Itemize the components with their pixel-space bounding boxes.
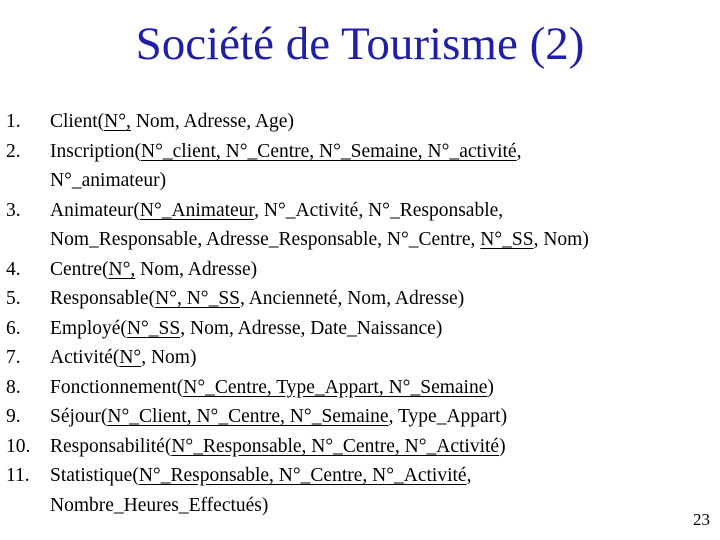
list-item-line [50, 314, 706, 344]
key-attributes: N°, [108, 258, 136, 280]
list-item [6, 137, 706, 196]
key-attributes: N°_Responsable, N°_Centre, N°_Activité [171, 435, 500, 457]
list-item [6, 196, 706, 255]
key-attributes: N°, [104, 111, 131, 132]
list-item-line [50, 491, 706, 521]
key-attributes: N°_Animateur [139, 199, 255, 221]
attribute-text: Nom_Responsable, Adresse_Responsable, N°_Centre, [50, 229, 481, 250]
attribute-text: , Nom) [141, 347, 197, 368]
attribute-text: , [516, 140, 522, 162]
slide-title: Société de Tourisme (2) [135, 18, 585, 70]
list-item-text [50, 314, 706, 344]
list-item-number: 11. [6, 465, 30, 486]
attribute-text: , Nom, Adresse, Date_Naissance) [180, 317, 443, 339]
attribute-text: Responsabilité( [50, 435, 172, 457]
attribute-text: ) [499, 435, 506, 457]
list-item-number: 8. [6, 376, 21, 398]
list-item [6, 284, 706, 314]
list-item [6, 343, 706, 373]
list-item-text [50, 196, 706, 255]
list-item-text [50, 461, 706, 520]
attribute-text: Employé( [50, 317, 127, 339]
attribute-text: Nombre_Heures_Effectués) [50, 494, 269, 516]
list-item-line [50, 137, 706, 167]
list-item-number: 7. [6, 347, 21, 368]
list-item-text [50, 107, 706, 137]
key-attributes: N°_SS [480, 229, 534, 250]
attribute-text: , [466, 465, 472, 486]
list-item-number: 5. [6, 288, 21, 309]
attribute-text: , Ancienneté, Nom, Adresse) [240, 288, 465, 309]
list-item-text [50, 402, 706, 432]
key-attributes: N° [119, 347, 142, 368]
list-item-line [50, 225, 706, 255]
relation-list [6, 107, 706, 520]
list-item [6, 432, 706, 462]
list-item-line [50, 343, 706, 373]
list-item-text [50, 343, 706, 373]
list-item-line [50, 402, 706, 432]
list-item [6, 314, 706, 344]
list-item-line [50, 166, 706, 196]
key-attributes: N°_SS [126, 317, 181, 339]
list-item-line [50, 461, 706, 491]
key-attributes: N°_Responsable, N°_Centre, N°_Activité [138, 465, 467, 486]
list-item-number: 4. [6, 258, 21, 280]
list-item-number: 3. [6, 199, 21, 221]
attribute-text: , Type_Appart) [388, 406, 508, 427]
list-item-number: 6. [6, 317, 21, 339]
list-item-number: 9. [6, 406, 21, 427]
list-item-number: 1. [6, 111, 21, 132]
attribute-text: Nom, Adresse, Age) [130, 111, 294, 132]
attribute-text: ) [487, 376, 494, 398]
list-item-line [50, 432, 706, 462]
key-attributes: N°_Centre, Type_Appart, N°_Semaine [183, 376, 488, 398]
list-item [6, 255, 706, 285]
list-item-text [50, 373, 706, 403]
list-item-number: 10. [6, 435, 31, 457]
list-item [6, 107, 706, 137]
attribute-text: Fonctionnement( [50, 376, 184, 398]
list-item-text [50, 284, 706, 314]
list-item [6, 402, 706, 432]
list-item-text [50, 432, 706, 462]
key-attributes: N°_Client, N°_Centre, N°_Semaine [107, 406, 389, 427]
list-item-line [50, 196, 706, 226]
list-item-text [50, 255, 706, 285]
key-attributes: N°, N°_SS [155, 288, 241, 309]
attribute-text: , N°_Activité, N°_Responsable, [254, 199, 504, 221]
page-number: 23 [693, 510, 710, 529]
attribute-text: Statistique( [50, 465, 139, 486]
attribute-text: Activité( [50, 347, 120, 368]
key-attributes: N°_client, N°_Centre, N°_Semaine, N°_activité [140, 140, 517, 162]
attribute-text: Responsable( [50, 288, 156, 309]
list-item-line [50, 284, 706, 314]
list-item-line [50, 255, 706, 285]
list-item [6, 373, 706, 403]
attribute-text: N°_animateur) [50, 170, 167, 191]
attribute-text: Nom, Adresse) [135, 258, 258, 280]
attribute-text: Inscription( [50, 140, 141, 162]
attribute-text: , Nom) [533, 229, 589, 250]
list-item-line [50, 373, 706, 403]
list-item-number: 2. [6, 140, 21, 162]
attribute-text: Centre( [50, 258, 109, 280]
attribute-text: Animateur( [50, 199, 140, 221]
attribute-text: Séjour( [50, 406, 108, 427]
list-item-line [50, 107, 706, 137]
list-item-text [50, 137, 706, 196]
attribute-text: Client( [50, 111, 105, 132]
list-item [6, 461, 706, 520]
